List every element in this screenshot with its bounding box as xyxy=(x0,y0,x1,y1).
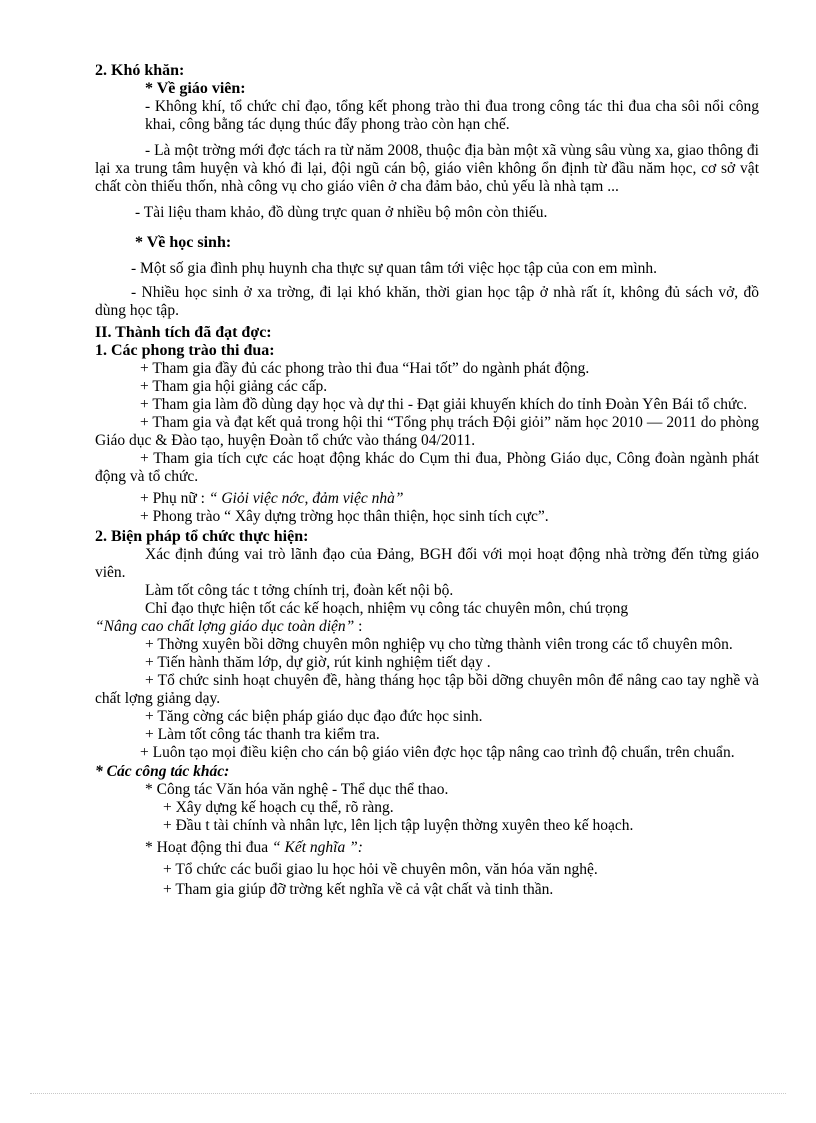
heading-bien-phap: 2. Biện pháp tổ chức thực hiện: xyxy=(95,528,309,545)
heading-thanh-tich: II. Thành tích đã đạt đợc: xyxy=(95,324,272,341)
kn-slogan: “ Kết nghĩa ”: xyxy=(272,839,363,856)
item-bp-last: + Luôn tạo mọi điều kiện cho cán bộ giáo viên đợc học tập nâng cao trình độ chuẩn, trên chuẩn. xyxy=(140,744,735,761)
paragraph-hs-2: - Nhiều học sinh ở xa trờng, đi lại khó khăn, thời gian học tập ở nhà rất ít, không đủ sách vở, đồ dùng học tập. xyxy=(95,284,759,319)
item-bp-4: + Tăng cờng các biện pháp giáo dục đạo đức học sinh. xyxy=(145,708,483,725)
item-vh-2: + Đầu t tài chính và nhân lực, lên lịch tập luyện thờng xuyên theo kế hoạch. xyxy=(163,817,634,834)
heading-kho-khan: 2. Khó khăn: xyxy=(95,62,185,79)
item-pt-3: + Tham gia làm đồ dùng dạy học và dự thi - Đạt giải khuyến khích do tỉnh Đoàn Yên Bái tổ chức. xyxy=(140,396,748,413)
item-bp-2: + Tiến hành thăm lớp, dự giờ, rút kinh nghiệm tiết dạy . xyxy=(145,654,491,671)
paragraph-gv-1: - Không khí, tổ chức chỉ đạo, tổng kết phong trào thi đua trong công tác thi đua cha sôi nổi công khai, công bằng tác dụng thúc đẩy phong trào còn hạn chế. xyxy=(145,98,759,133)
kn-title: * Hoạt động thi đua “ Kết nghĩa ”: xyxy=(145,839,363,856)
paragraph-bp-1: Xác định đúng vai trò lãnh đạo của Đảng, BGH đối với mọi hoạt động nhà trờng đến từng giáo viên. xyxy=(95,546,759,581)
page-bottom-divider xyxy=(30,1093,786,1094)
paragraph-bp-slogan: “Nâng cao chất lợng giáo dục toàn diện” : xyxy=(95,618,363,635)
item-pt-5: + Tham gia tích cực các hoạt động khác do Cụm thi đua, Phòng Giáo dục, Công đoàn ngành phát động và tổ chức. xyxy=(95,450,759,485)
item-phu-nu: + Phụ nữ : “ Giỏi việc nớc, đảm việc nhà” xyxy=(140,490,404,507)
item-vh-1: + Xây dựng kế hoạch cụ thể, rõ ràng. xyxy=(163,799,394,816)
bp-slogan: “Nâng cao chất lợng giáo dục toàn diện” xyxy=(95,618,355,635)
paragraph-bp-2: Làm tốt công tác t tởng chính trị, đoàn kết nội bộ. xyxy=(145,582,454,599)
paragraph-gv-3: - Tài liệu tham khảo, đồ dùng trực quan ở nhiều bộ môn còn thiếu. xyxy=(135,204,548,221)
vh-title: * Công tác Văn hóa văn nghệ - Thể dục thể thao. xyxy=(145,781,449,798)
document-page xyxy=(95,62,759,899)
paragraph-bp-3: Chỉ đạo thực hiện tốt các kế hoạch, nhiệm vụ công tác chuyên môn, chú trọng xyxy=(145,600,629,617)
phu-nu-slogan: “ Giỏi việc nớc, đảm việc nhà” xyxy=(208,490,404,507)
item-kn-2: + Tham gia giúp đỡ trờng kết nghĩa về cả vật chất và tinh thần. xyxy=(163,881,554,898)
paragraph-gv-2: - Là một trờng mới đợc tách ra từ năm 2008, thuộc địa bàn một xã vùng sâu vùng xa, giao thông đi lại xa trung tâm huyện và khó đi lại, đội ngũ cán bộ, giáo viên không ổn định từ đầu năm học, cơ sở vật chất còn thiếu thốn, nhà công vụ cho giáo viên ở cha đảm bảo, chủ yếu là nhà tạm ... xyxy=(95,142,759,195)
paragraph-hs-1: - Một số gia đình phụ huynh cha thực sự quan tâm tới việc học tập của con em mình. xyxy=(131,260,658,277)
subheading-giao-vien: * Về giáo viên: xyxy=(145,80,246,97)
subheading-hoc-sinh: * Về học sinh: xyxy=(135,234,232,251)
heading-phong-trao: 1. Các phong trào thi đua: xyxy=(95,342,275,359)
item-kn-1: + Tổ chức các buổi giao lu học hỏi về chuyên môn, văn hóa văn nghệ. xyxy=(163,861,598,878)
item-bp-5: + Làm tốt công tác thanh tra kiểm tra. xyxy=(145,726,380,743)
item-pt-4: + Tham gia và đạt kết quả trong hội thi “Tổng phụ trách Đội giỏi” năm học 2010 — 2011 do phòng Giáo dục & Đào tạo, huyện Đoàn tổ chức vào tháng 04/2011. xyxy=(95,414,759,449)
heading-cong-tac-khac: * Các công tác khác: xyxy=(95,763,230,780)
item-pt-last: + Phong trào “ Xây dựng trờng học thân thiện, học sinh tích cực”. xyxy=(140,508,549,525)
item-bp-3: + Tổ chức sinh hoạt chuyên đề, hàng tháng học tập bồi dỡng chuyên môn để nâng cao tay nghề và chất lợng giảng dạy. xyxy=(95,672,759,707)
item-bp-1: + Thờng xuyên bồi dỡng chuyên môn nghiệp vụ cho từng thành viên trong các tổ chuyên môn. xyxy=(145,636,733,653)
item-pt-1: + Tham gia đầy đủ các phong trào thi đua “Hai tốt” do ngành phát động. xyxy=(140,360,590,377)
item-pt-2: + Tham gia hội giảng các cấp. xyxy=(140,378,328,395)
